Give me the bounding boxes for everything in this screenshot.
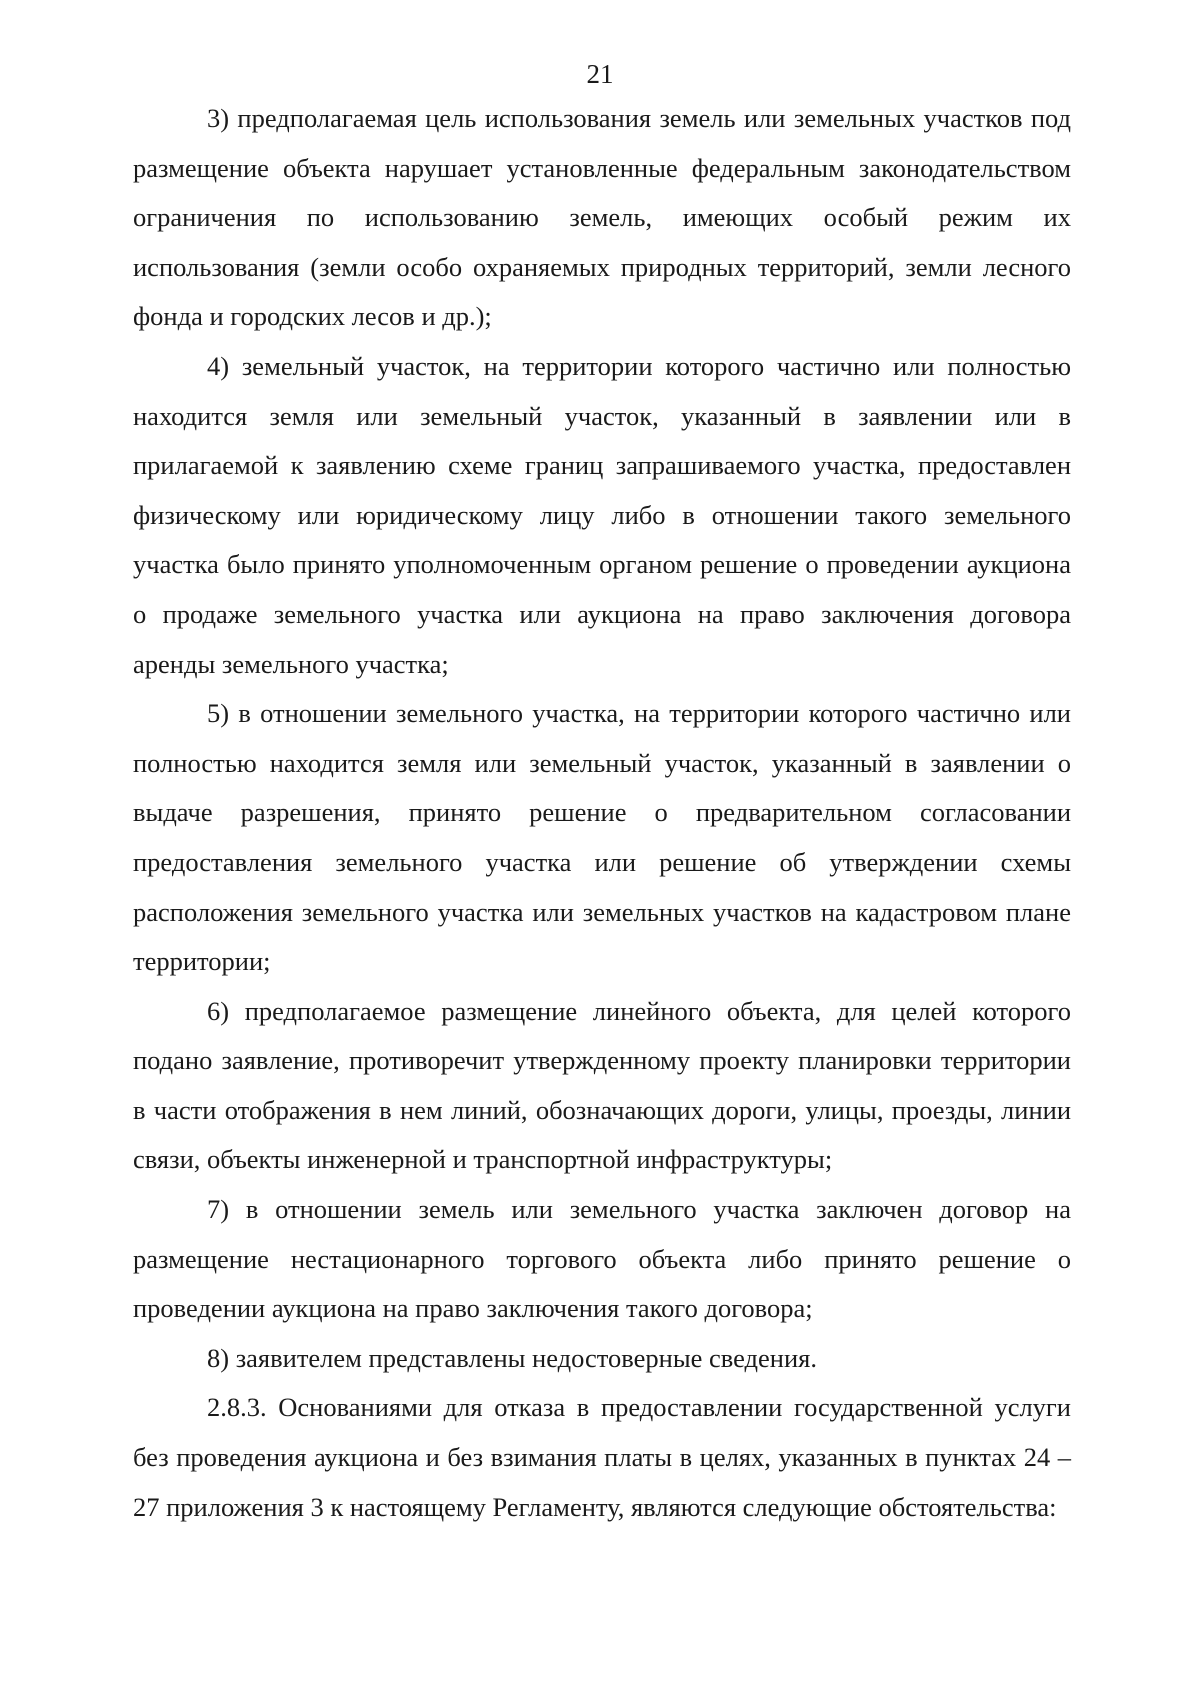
page-number: 21: [586, 59, 614, 89]
document-body: [133, 94, 1071, 1532]
paragraph-item-8: 8) заявителем представлены недостоверные сведения.: [207, 1342, 817, 1373]
paragraph-item-4: 4) земельный участок, на территории которого частично или полностью находится земля или земельный участок, указанный в заявлении или в прилагаемой к заявлению схеме границ запрашиваемого участка, предоставлен физическому или юридическому лицу либо в отношении такого земельного участка было принято уполномоченным органом решение о проведении аукциона о продаже земельного участка или аукциона на право заключения договора аренды земельного участка;: [133, 350, 1071, 679]
paragraph-item-3: 3) предполагаемая цель использования земель или земельных участков под размещение объекта нарушает установленные федеральным законодательством ограничения по использованию земель, имеющих особый режим их использования (земли особо охраняемых природных территорий, земли лесного фонда и городских лесов и др.);: [133, 103, 1071, 332]
paragraph-item-5: 5) в отношении земельного участка, на территории которого частично или полностью находится земля или земельный участок, указанный в заявлении о выдаче разрешения, принято решение о предварительном согласовании предоставления земельного участка или решение об утверждении схемы расположения земельного участка или земельных участков на кадастровом плане территории;: [133, 698, 1071, 977]
paragraph-section-2-8-3: 2.8.3. Основаниями для отказа в предоставлении государственной услуги без проведения аукциона и без взимания платы в целях, указанных в пунктах 24 – 27 приложения 3 к настоящему Регламенту, являются следующие обстоятельства:: [133, 1392, 1071, 1522]
paragraph-item-6: 6) предполагаемое размещение линейного объекта, для целей которого подано заявление, противоречит утвержденному проекту планировки территории в части отображения в нем линий, обозначающих дороги, улицы, проезды, линии связи, объекты инженерной и транспортной инфраструктуры;: [133, 995, 1071, 1175]
paragraph-item-7: 7) в отношении земель или земельного участка заключен договор на размещение нестационарного торгового объекта либо принято решение о проведении аукциона на право заключения такого договора;: [133, 1194, 1071, 1324]
